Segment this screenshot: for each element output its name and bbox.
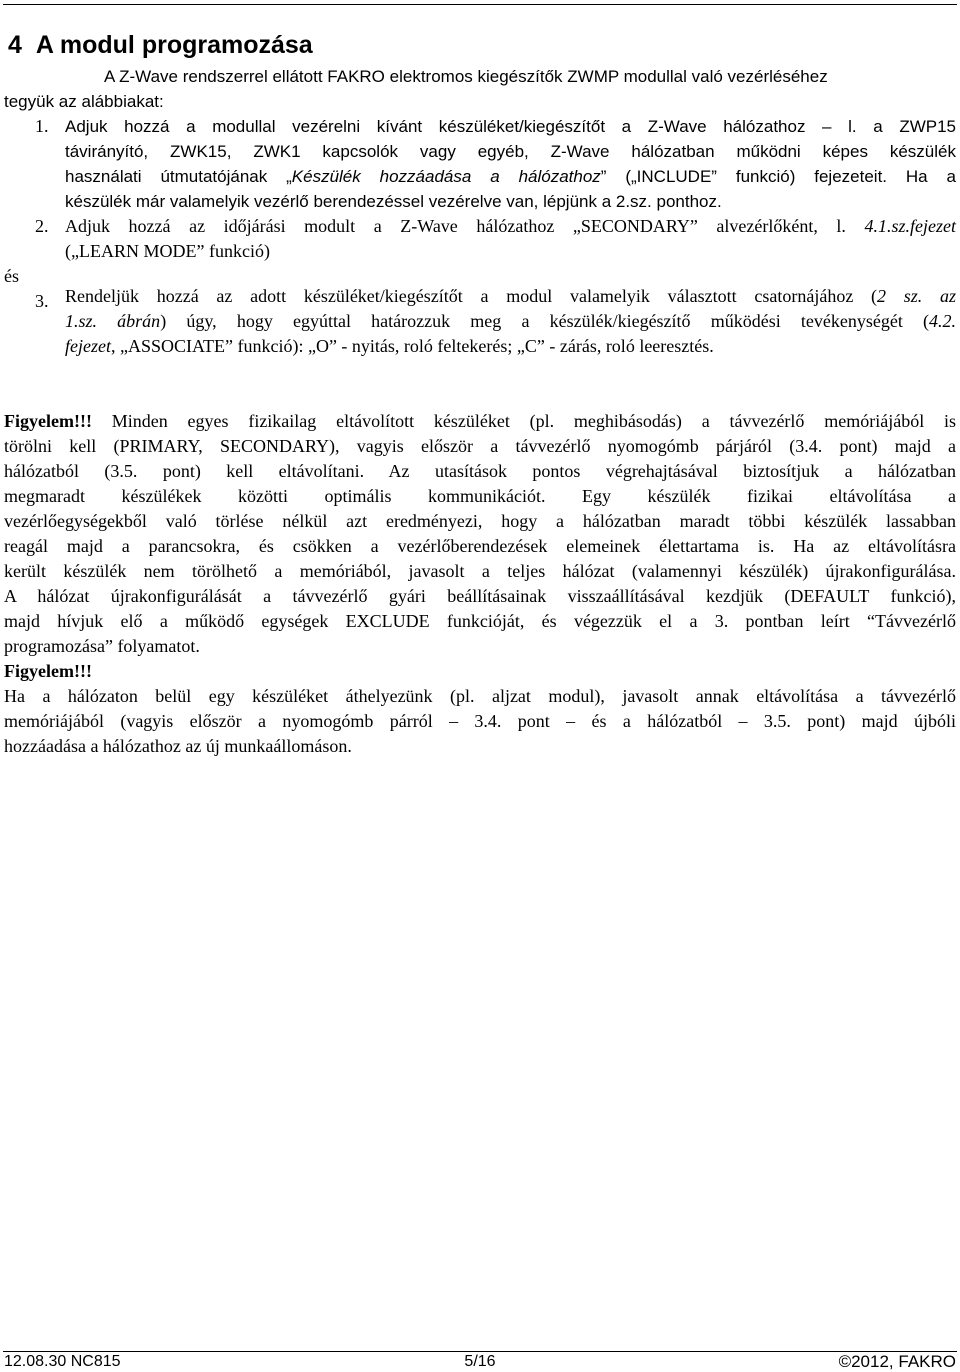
top-rule xyxy=(3,4,957,5)
warning-2-label: Figyelem!!! xyxy=(4,661,92,681)
warning-2-line-2: memóriájából (vagyis először a nyomogómb párról – 3.4. pont – és a hálózatból – 3.5. pont) majd újbóli xyxy=(4,711,956,731)
section-heading: 4 A modul programozása xyxy=(8,31,313,59)
step-1-italic-title: Készülék hozzáadása a hálózathoz xyxy=(291,167,601,186)
intro-line-1: A Z-Wave rendszerrel ellátott FAKRO elektromos kiegészítők ZWMP modullal való vezérléséhez xyxy=(104,67,828,86)
warning-1-line-6: reagál majd a parancsokra, és csökken a vezérlőberendezések elemeinek élettartama is. Ha az eltávolításra xyxy=(4,536,956,556)
step-2-number: 2. xyxy=(35,216,49,236)
footer-document-code: 12.08.30 NC815 xyxy=(4,1353,121,1370)
step-3-line-3: fejezet, „ASSOCIATE” funkció): „O” - nyitás, roló feltekerés; „C” - zárás, roló leeresztés. xyxy=(65,336,714,356)
warning-2-line-3: hozzáadása a hálózathoz az új munkaállomáson. xyxy=(4,736,352,756)
warning-1-line-3: hálózatból (3.5. pont) kell eltávolítani. Az utasítások pontos végrehajtásával biztosítjuk a hálózatban xyxy=(4,461,956,481)
step-3-number: 3. xyxy=(35,291,49,311)
step-1-number: 1. xyxy=(35,116,49,136)
warning-1-line-9: majd hívjuk elő a működő egységek EXCLUDE funkcióját, és végezzük el a 3. pontban leírt “Távvezérlő xyxy=(4,611,956,631)
warning-1-line-8: A hálózat újrakonfigurálását a távvezérlő gyári beállításainak visszaállításával kezdjük (DEFAULT funkció), xyxy=(4,586,956,606)
warning-1-line-2: törölni kell (PRIMARY, SECONDARY), vagyis először a távvezérlő nyomogómb párjáról (3.4. pont) majd a xyxy=(4,436,956,456)
warning-1-line-4: megmaradt készülékek közötti optimális kommunikációt. Egy készülék fizikai eltávolítása a xyxy=(4,486,956,506)
step-1-line-3: használati útmutatójának „Készülék hozzáadása a hálózathoz” („INCLUDE” funkció) fejezeteit. Ha a xyxy=(65,167,956,186)
step-1-line-1: Adjuk hozzá a modullal vezérelni kívánt készüléket/kiegészítőt a Z-Wave hálózathoz – l. a ZWP15 xyxy=(65,117,956,136)
step-2-line-2: („LEARN MODE” funkció) xyxy=(65,241,270,261)
warning-1-line-7: került készülék nem törölhető a memóriából, javasolt a teljes hálózat (valamennyi készülék) újrakonfigurálása. xyxy=(4,561,956,581)
warning-2-line-1: Ha a hálózaton belül egy készüléket áthelyezünk (pl. aljzat modul), javasolt annak eltávolítása a távvezérlő xyxy=(4,686,956,706)
step-2-line-1: Adjuk hozzá az időjárási modult a Z-Wave hálózathoz „SECONDARY” alvezérlőként, l. 4.1.sz.fejezet xyxy=(65,216,956,236)
step-1-line-4: készülék már valamelyik vezérlő berendezéssel vezérelve van, lépjünk a 2.sz. ponthoz. xyxy=(65,192,722,211)
warning-1-line-5: vezérlőegységekből való törlése nélkül azt eredményezi, hogy a hálózatban maradt többi készülék lassabban xyxy=(4,511,956,531)
intro-line-2: tegyük az alábbiakat: xyxy=(4,92,164,111)
footer-copyright: ©2012, FAKRO xyxy=(838,1352,956,1371)
step-2-italic-ref: 4.1.sz.fejezet xyxy=(864,216,956,236)
warning-1-line-1: Figyelem!!! Minden egyes fizikailag eltávolított készüléket (pl. meghibásodás) a távvezérlő memóriájából is xyxy=(4,411,956,431)
warning-1-line-10: programozása” folyamatot. xyxy=(4,636,200,656)
step-1-line-2: távirányító, ZWK15, ZWK1 kapcsolók vagy egyéb, Z-Wave hálózatban működni képes készülék xyxy=(65,142,956,161)
es-label: és xyxy=(4,266,19,286)
warning-1-label: Figyelem!!! xyxy=(4,411,92,431)
step-3-line-2: 1.sz. ábrán) úgy, hogy egyúttal határozzuk meg a készülék/kiegészítő működési tevékenységét (4.2. xyxy=(65,311,956,331)
step-3-line-1: Rendeljük hozzá az adott készüléket/kiegészítőt a modul valamelyik választott csatornájához (2 sz. az xyxy=(65,286,957,306)
footer-page-number: 5/16 xyxy=(464,1353,496,1370)
